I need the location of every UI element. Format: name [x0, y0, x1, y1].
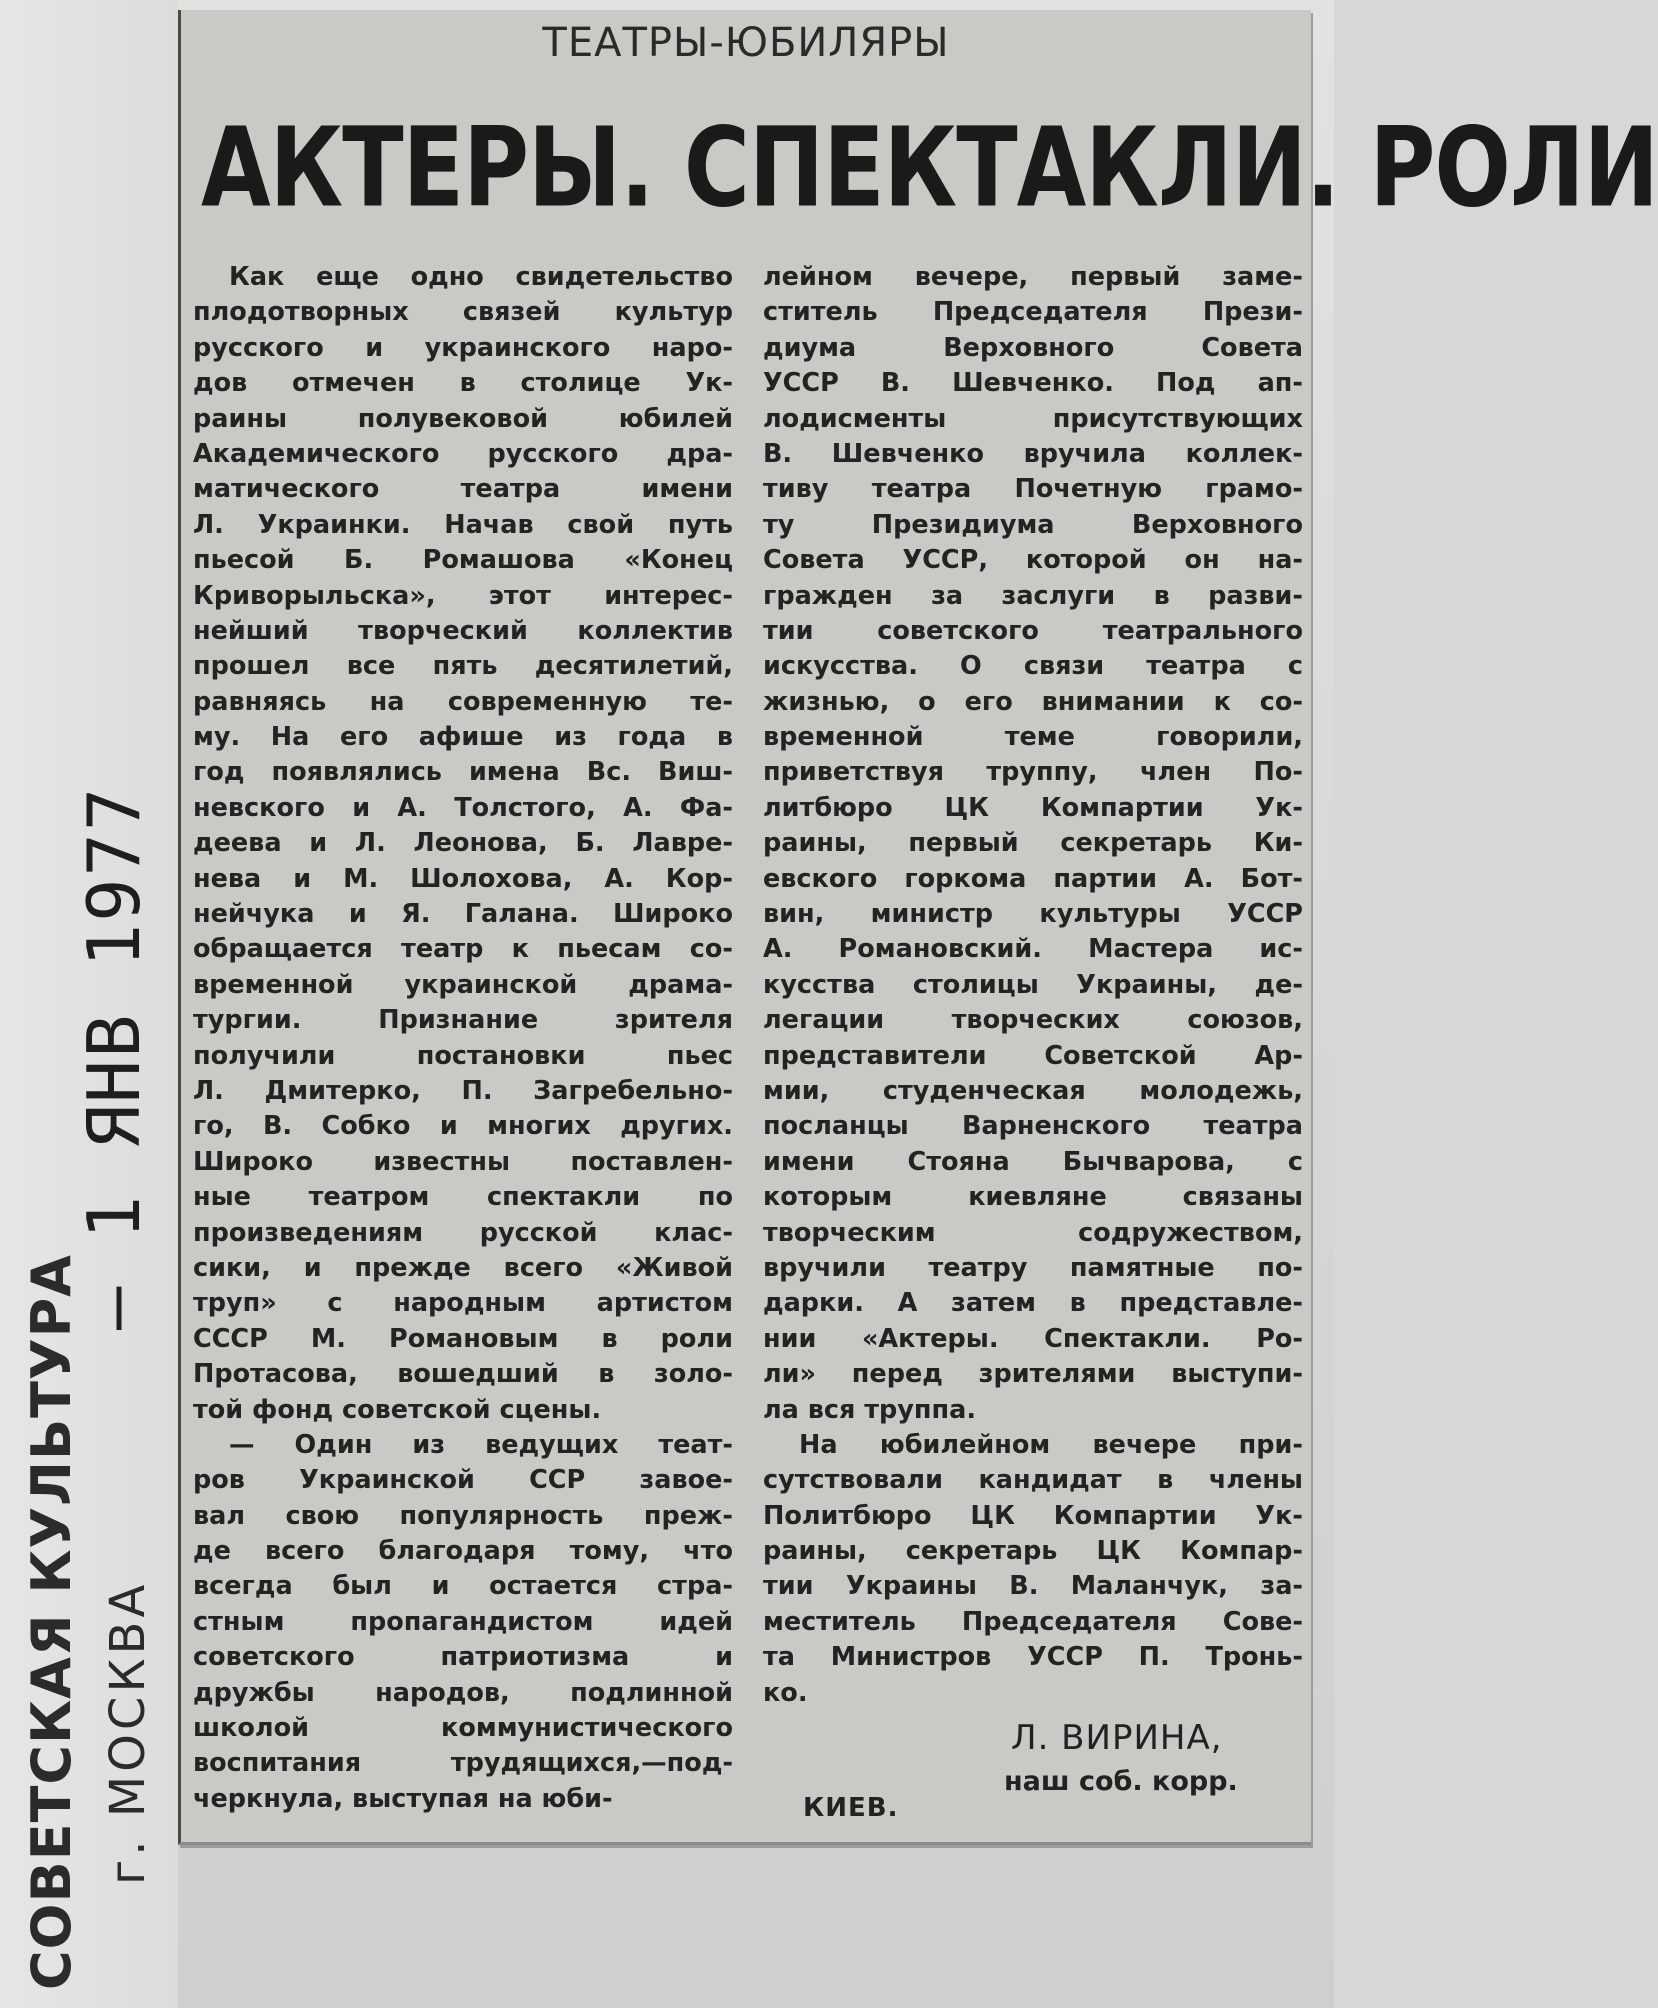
article-line: жизнью, о его внимании к со-: [763, 686, 1303, 717]
article-line: временной украинской драма-: [193, 969, 733, 1000]
article-line: ла вся труппа.: [763, 1394, 977, 1425]
article-line: вин, министр культуры УССР: [763, 899, 1303, 930]
article-line: нии «Актеры. Спектакли. Ро-: [763, 1323, 1303, 1354]
article-line: пьесой Б. Ромашова «Конец: [193, 545, 733, 576]
article-line: год появлялись имена Вс. Виш-: [193, 757, 733, 788]
article-line: школой коммунистического: [193, 1713, 733, 1744]
article-line: дружбы народов, подлинной: [193, 1677, 733, 1708]
article-line: ров Украинской ССР завое-: [193, 1465, 733, 1496]
article-line: кусства столицы Украины, де-: [763, 969, 1303, 1000]
article-line: СССР М. Романовым в роли: [193, 1323, 733, 1354]
dateline: КИЕВ.: [803, 1793, 899, 1823]
article-line: ститель Председателя Прези-: [763, 297, 1303, 328]
article-line: гражден за заслуги в разви-: [763, 580, 1303, 611]
article-column-left: [193, 260, 733, 1817]
article-line: Как еще одно свидетельство: [229, 262, 733, 292]
article-line: получили постановки пьес: [193, 1040, 733, 1071]
article-line: дарки. А затем в представле-: [763, 1288, 1303, 1319]
article-line: обращается театр к пьесам со-: [193, 934, 733, 965]
article-line: го, В. Собко и многих других.: [193, 1111, 733, 1142]
article-line: которым киевляне связаны: [763, 1182, 1303, 1213]
article-line: легации творческих союзов,: [763, 1005, 1303, 1036]
article-line: имени Стояна Бычварова, с: [763, 1146, 1303, 1177]
article-line: тургии. Признание зрителя: [193, 1005, 733, 1036]
article-line: Совета УССР, которой он на-: [763, 545, 1303, 576]
article-line: невского и А. Толстого, А. Фа-: [193, 792, 733, 823]
article-line: ли» перед зрителями выступи-: [763, 1359, 1303, 1390]
article-line: искусства. О связи театра с: [763, 651, 1303, 682]
article-line: ко.: [763, 1677, 808, 1708]
article-line: воспитания трудящихся,—под-: [193, 1748, 733, 1779]
article-line: Протасова, вошедший в золо-: [193, 1359, 733, 1390]
article-line: вручили театру памятные по-: [763, 1252, 1303, 1283]
article-line: представители Советской Ар-: [763, 1040, 1303, 1071]
article-line: той фонд советской сцены.: [193, 1394, 602, 1425]
article-line: вал свою популярность преж-: [193, 1500, 733, 1531]
article-line: На юбилейном вечере при-: [799, 1429, 1303, 1460]
article-line: дов отмечен в столице Ук-: [193, 368, 733, 399]
article-line: лодисменты присутствующих: [763, 403, 1303, 434]
author-title: наш соб. корр.: [1004, 1766, 1238, 1797]
article-line: А. Романовский. Мастера ис-: [763, 934, 1303, 965]
article-line: Л. Дмитерко, П. Загребельно-: [193, 1075, 733, 1106]
author-signature: Л. ВИРИНА,: [1011, 1718, 1223, 1758]
article-line: тии советского театрального: [763, 615, 1303, 646]
article-line: раины, секретарь ЦК Компар-: [763, 1536, 1303, 1567]
article-line: труп» с народным артистом: [193, 1288, 733, 1319]
article-line: Криворыльска», этот интерес-: [193, 580, 733, 611]
article-line: УССР В. Шевченко. Под ап-: [763, 368, 1303, 399]
article-line: сики, и прежде всего «Живой: [193, 1252, 733, 1283]
article-line: произведениям русской клас-: [193, 1217, 733, 1248]
article-line: нейший творческий коллектив: [193, 615, 733, 646]
article-line: советского патриотизма и: [193, 1642, 733, 1673]
article-line: Л. Украинки. Начав свой путь: [193, 509, 733, 540]
article-line: прошел все пять десятилетий,: [193, 651, 733, 682]
rubric: ТЕАТРЫ-ЮБИЛЯРЫ: [542, 20, 950, 66]
article-line: В. Шевченко вручила коллек-: [763, 438, 1303, 469]
article-line: — Один из ведущих теат-: [229, 1429, 733, 1460]
article-line: диума Верховного Совета: [763, 332, 1303, 363]
article-line: творческим содружеством,: [763, 1217, 1303, 1248]
article-line: раины, первый секретарь Ки-: [763, 828, 1303, 859]
article-line: нейчука и Я. Галана. Широко: [193, 899, 733, 930]
article-line: литбюро ЦК Компартии Ук-: [763, 792, 1303, 823]
article-line: сутствовали кандидат в члены: [763, 1465, 1303, 1496]
newspaper-stamp: СОВЕТСКАЯ КУЛЬТУРА: [20, 1254, 83, 1990]
newspaper-clipping: [178, 10, 1658, 1845]
article-line: раины полувековой юбилей: [193, 403, 733, 434]
article-line: тиву театра Почетную грамо-: [763, 474, 1303, 505]
article-column-right: [763, 260, 1303, 1711]
article-line: плодотворных связей культур: [193, 297, 733, 328]
article-line: евского горкома партии А. Бот-: [763, 863, 1303, 894]
article-line: тии Украины В. Маланчук, за-: [763, 1571, 1303, 1602]
article-line: Академического русского дра-: [193, 438, 733, 469]
article-line: деева и Л. Леонова, Б. Лавре-: [193, 828, 733, 859]
article-line: стным пропагандистом идей: [193, 1606, 733, 1637]
date-stamp: — 1 ЯНВ 1977: [72, 785, 156, 1330]
article-line: ные театром спектакли по: [193, 1182, 733, 1213]
article-line: посланцы Варненского театра: [763, 1111, 1303, 1142]
article-line: ту Президиума Верховного: [763, 509, 1303, 540]
article-line: нева и М. Шолохова, А. Кор-: [193, 863, 733, 894]
article-line: та Министров УССР П. Тронь-: [763, 1642, 1303, 1673]
article-line: де всего благодаря тому, что: [193, 1536, 733, 1567]
article-line: лейном вечере, первый заме-: [763, 262, 1303, 292]
headline: АКТЕРЫ. СПЕКТАКЛИ. РОЛИ: [201, 104, 1658, 233]
article-line: Политбюро ЦК Компартии Ук-: [763, 1500, 1303, 1531]
article-line: всегда был и остается стра-: [193, 1571, 733, 1602]
article-line: временной теме говорили,: [763, 722, 1303, 753]
article-line: равняясь на современную те-: [193, 686, 733, 717]
article-line: матического театра имени: [193, 474, 733, 505]
article-line: русского и украинского наро-: [193, 332, 733, 363]
city-stamp: г. МОСКВА: [100, 1580, 156, 1885]
article-line: приветствуя труппу, член По-: [763, 757, 1303, 788]
article-line: Широко известны поставлен-: [193, 1146, 733, 1177]
article-line: мии, студенческая молодежь,: [763, 1075, 1303, 1106]
article-line: черкнула, выступая на юби-: [193, 1783, 613, 1814]
article-line: меститель Председателя Сове-: [763, 1606, 1303, 1637]
article-line: му. На его афише из года в: [193, 722, 733, 753]
